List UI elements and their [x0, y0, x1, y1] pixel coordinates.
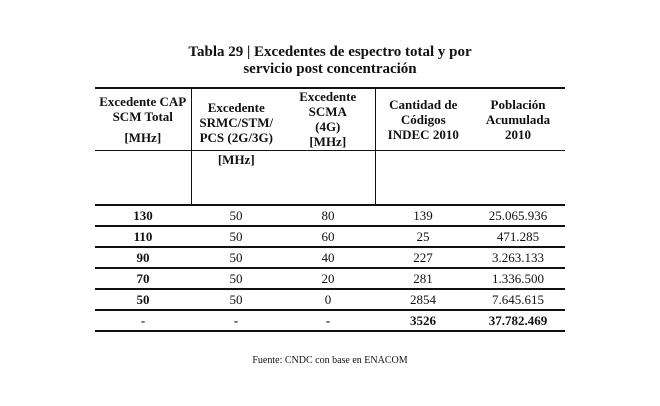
source-note: Fuente: CNDC con base en ENACOM: [252, 355, 408, 366]
table-title-line-2: servicio post concentración: [243, 61, 417, 77]
header-cap-total: Excedente CAP SCM Total [MHz]: [95, 88, 191, 150]
header-srmc: Excedente SRMC/STM/ PCS (2G/3G): [191, 88, 281, 150]
header-scma: Excedente SCMA (4G) [MHz]: [281, 88, 375, 150]
header-poblacion: Población Acumulada 2010: [471, 88, 565, 150]
table-title-line-1: Tabla 29 | Excedentes de espectro total y por: [188, 44, 472, 60]
table-row: 130 50 80 139 25.065.936: [95, 205, 565, 226]
total-row: - - - 3526 37.782.469: [95, 310, 565, 331]
table-row: 70 50 20 281 1.336.500: [95, 268, 565, 289]
table-title: [0, 44, 660, 78]
header-row: [95, 88, 565, 150]
subheader-mhz: [MHz]: [191, 150, 281, 205]
table-row: 90 50 40 227 3.263.133: [95, 247, 565, 268]
table-row: 110 50 60 25 471.285: [95, 226, 565, 247]
header-codigos: Cantidad de Códigos INDEC 2010: [375, 88, 471, 150]
table-row: 50 50 0 2854 7.645.615: [95, 289, 565, 310]
subheader-row: [95, 150, 565, 205]
spectrum-table: [95, 87, 565, 332]
